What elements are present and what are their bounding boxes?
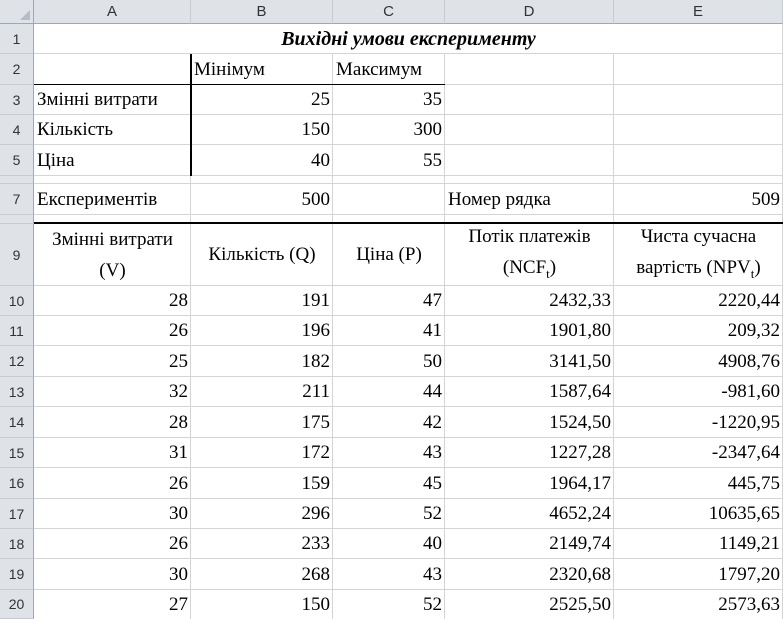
data-cell-npv[interactable]: -981,60 — [721, 381, 780, 402]
data-cell-v[interactable]: 25 — [169, 350, 188, 372]
header-v-line2: (V) — [99, 260, 126, 281]
cell-a4-param-label[interactable]: Кількість — [37, 119, 114, 140]
cell-e9-header-npv[interactable] — [614, 224, 783, 286]
row-header-7[interactable]: 7 — [0, 184, 34, 215]
data-cell-q[interactable]: 182 — [301, 350, 330, 372]
select-all-triangle-icon — [20, 10, 30, 20]
data-cell-v[interactable]: 26 — [169, 533, 188, 554]
data-cell-ncf[interactable]: 1587,64 — [549, 381, 611, 402]
data-cell-p[interactable]: 45 — [423, 472, 442, 494]
data-cell-p[interactable]: 43 — [423, 442, 442, 463]
data-cell-p[interactable]: 44 — [423, 381, 442, 402]
cell-c5-param-max[interactable]: 55 — [423, 149, 442, 171]
cell-b3-param-min[interactable]: 25 — [311, 89, 330, 110]
data-cell-npv[interactable]: -2347,64 — [711, 442, 780, 463]
row-header-18[interactable]: 18 — [0, 529, 34, 559]
data-cell-p[interactable]: 52 — [423, 503, 442, 524]
cell-c9-header-p[interactable]: Ціна (P) — [356, 244, 422, 265]
cell-b9-header-q[interactable]: Кількість (Q) — [208, 244, 316, 265]
data-cell-q[interactable]: 172 — [301, 442, 330, 463]
row-header-11[interactable]: 11 — [0, 316, 34, 346]
data-cell-q[interactable]: 296 — [301, 503, 330, 524]
data-cell-p[interactable]: 42 — [423, 411, 442, 433]
cell-a3-param-label[interactable]: Змінні витрати — [37, 89, 158, 110]
data-cell-npv[interactable]: 2220,44 — [718, 290, 780, 311]
data-cell-npv[interactable]: 10635,65 — [708, 503, 780, 524]
data-cell-p[interactable]: 50 — [423, 350, 442, 372]
data-cell-ncf[interactable]: 1901,80 — [549, 320, 611, 341]
select-all-corner[interactable] — [0, 0, 34, 24]
column-header-c[interactable]: C — [333, 0, 445, 24]
data-cell-npv[interactable]: 1149,21 — [718, 533, 780, 554]
cell-e7-row-number-value[interactable]: 509 — [751, 188, 780, 210]
row-header-5[interactable]: 5 — [0, 145, 34, 176]
data-cell-v[interactable]: 26 — [169, 472, 188, 494]
data-cell-ncf[interactable]: 2149,74 — [549, 533, 611, 554]
row-header-2[interactable]: 2 — [0, 54, 34, 85]
data-cell-p[interactable]: 47 — [423, 290, 442, 311]
data-cell-npv[interactable]: 4908,76 — [718, 350, 780, 372]
row-header-12[interactable]: 12 — [0, 346, 34, 377]
cell-a5-param-label[interactable]: Ціна — [37, 149, 75, 171]
data-cell-q[interactable]: 150 — [301, 593, 330, 615]
row-header-6-hidden[interactable] — [0, 176, 34, 184]
data-cell-v[interactable]: 30 — [169, 503, 188, 524]
cell-a7-experiments-label[interactable]: Експериментів — [37, 188, 158, 210]
header-npv-close: ) — [754, 257, 761, 279]
row-header-15[interactable]: 15 — [0, 438, 34, 468]
data-cell-ncf[interactable]: 2525,50 — [549, 593, 611, 615]
data-cell-ncf[interactable]: 1227,28 — [549, 442, 611, 463]
header-npv-subscript: t — [750, 265, 755, 281]
row-header-3[interactable]: 3 — [0, 85, 34, 115]
data-cell-npv[interactable]: -1220,95 — [711, 411, 780, 433]
column-header-a[interactable]: A — [34, 0, 191, 24]
header-ncf-line2 — [503, 252, 556, 289]
row-header-13[interactable]: 13 — [0, 377, 34, 407]
header-ncf-close: ) — [549, 257, 557, 279]
data-cell-ncf[interactable]: 4652,24 — [549, 503, 611, 524]
data-cell-p[interactable]: 43 — [423, 563, 442, 585]
data-cell-ncf[interactable]: 1524,50 — [549, 411, 611, 433]
row-header-19[interactable]: 19 — [0, 559, 34, 590]
row-header-20[interactable]: 20 — [0, 590, 34, 619]
cell-d9-header-ncf[interactable] — [445, 224, 614, 286]
data-cell-ncf[interactable]: 3141,50 — [549, 350, 611, 372]
cell-c4-param-max[interactable]: 300 — [413, 119, 442, 140]
data-cell-p[interactable]: 40 — [423, 533, 442, 554]
cell-b2-min-header[interactable]: Мінімум — [194, 58, 265, 80]
cell-b4-param-min[interactable]: 150 — [301, 119, 330, 140]
data-cell-v[interactable]: 26 — [169, 320, 188, 341]
header-ncf-text: (NCF — [502, 257, 547, 279]
header-v-line1: Змінні витрати — [52, 229, 173, 250]
row-header-17[interactable]: 17 — [0, 499, 34, 529]
header-ncf-subscript: t — [546, 265, 550, 281]
data-cell-v[interactable]: 31 — [169, 442, 188, 463]
header-npv-line1: Чиста сучасна — [640, 226, 757, 248]
data-cell-q[interactable]: 191 — [301, 290, 330, 311]
data-cell-npv[interactable]: 2573,63 — [718, 593, 780, 615]
cell-a9-header-v[interactable] — [34, 224, 191, 286]
row-header-8-hidden[interactable] — [0, 215, 34, 224]
cell-d7-row-number-label[interactable]: Номер рядка — [448, 188, 551, 210]
cell-b5-param-min[interactable]: 40 — [311, 149, 330, 171]
data-cell-v[interactable]: 27 — [169, 593, 188, 615]
data-cell-v[interactable]: 32 — [169, 381, 188, 402]
data-cell-v[interactable]: 28 — [169, 411, 188, 433]
data-cell-q[interactable]: 196 — [301, 320, 330, 341]
header-ncf-line1: Потік платежів — [468, 226, 591, 248]
row-header-9[interactable]: 9 — [0, 224, 34, 286]
data-cell-npv[interactable]: 209,32 — [727, 320, 780, 341]
data-cell-ncf[interactable]: 1964,17 — [549, 472, 611, 494]
cell-c3-param-max[interactable]: 35 — [423, 89, 442, 110]
data-cell-q[interactable]: 211 — [302, 381, 330, 402]
data-cell-p[interactable]: 41 — [423, 320, 442, 341]
data-cell-v[interactable]: 28 — [169, 290, 188, 311]
data-cell-ncf[interactable]: 2432,33 — [549, 290, 611, 311]
cell-b7-experiments-value[interactable]: 500 — [301, 188, 330, 210]
data-cell-ncf[interactable]: 2320,68 — [549, 563, 611, 585]
data-cell-npv[interactable]: 1797,20 — [718, 563, 780, 585]
data-cell-q[interactable]: 175 — [301, 411, 330, 433]
header-npv-line2 — [636, 252, 760, 289]
row-header-14[interactable]: 14 — [0, 407, 34, 438]
row-header-4[interactable]: 4 — [0, 115, 34, 145]
row-header-16[interactable]: 16 — [0, 468, 34, 499]
data-cell-v[interactable]: 30 — [169, 563, 188, 585]
row-header-1[interactable]: 1 — [0, 24, 34, 54]
header-npv-text: вартість (NPV — [636, 257, 751, 279]
experiment-title[interactable]: Вихідні умови експерименту — [281, 27, 536, 50]
data-cell-q[interactable]: 233 — [301, 533, 330, 554]
cell-c2-max-header[interactable]: Максимум — [336, 58, 422, 80]
column-header-b[interactable]: B — [191, 0, 333, 24]
data-cell-npv[interactable]: 445,75 — [727, 472, 780, 494]
column-header-d[interactable]: D — [445, 0, 614, 24]
data-cell-q[interactable]: 268 — [301, 563, 330, 585]
row-header-10[interactable]: 10 — [0, 286, 34, 316]
data-cell-q[interactable]: 159 — [301, 472, 330, 494]
data-cell-p[interactable]: 52 — [423, 593, 442, 615]
column-header-e[interactable]: E — [614, 0, 783, 24]
